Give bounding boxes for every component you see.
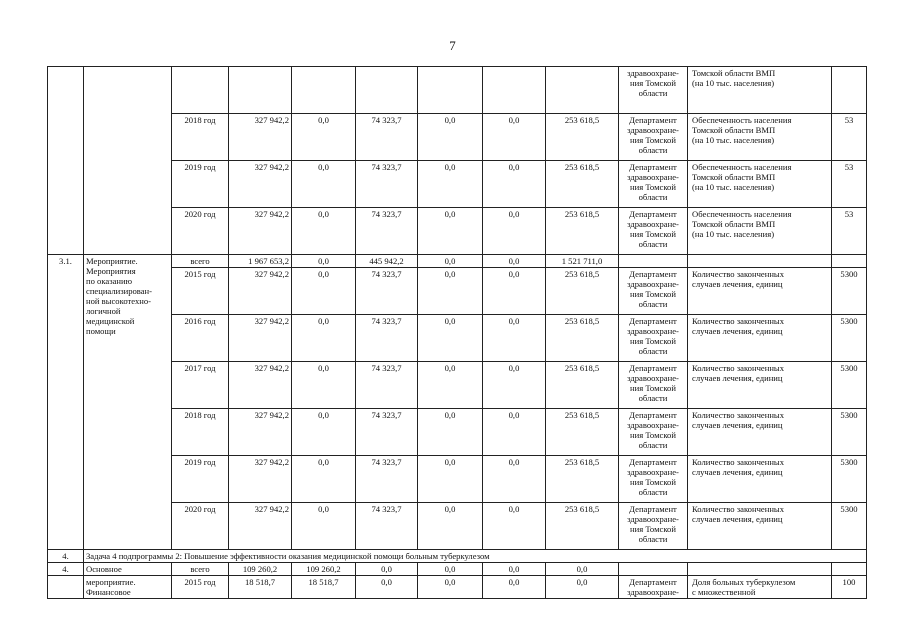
regional-cell: 74 323,7 <box>356 268 418 315</box>
table-row <box>48 255 867 268</box>
extra-budget-cell <box>546 67 619 114</box>
extra-budget-cell: 253 618,5 <box>546 456 619 503</box>
year-cell: 2019 год <box>172 161 229 208</box>
year-cell: 2016 год <box>172 315 229 362</box>
department-cell: Департамент здравоохране- ния Томской области <box>619 208 688 255</box>
department-cell: Департамент здравоохране- ния Томской области <box>619 503 688 550</box>
department-cell: Департамент здравоохране- ния Томской области <box>619 362 688 409</box>
tf-oms-cell: 0,0 <box>483 503 546 550</box>
table-row <box>48 67 867 114</box>
tf-oms-cell: 0,0 <box>483 576 546 599</box>
department-cell <box>619 255 688 268</box>
indicator-value-cell: 53 <box>832 208 867 255</box>
page-number: 7 <box>449 38 456 53</box>
federal-cell: 0,0 <box>292 456 356 503</box>
department-cell: Департамент здравоохране- ния Томской области <box>619 456 688 503</box>
extra-budget-cell: 253 618,5 <box>546 114 619 161</box>
federal-cell: 0,0 <box>292 268 356 315</box>
tf-oms-cell: 0,0 <box>483 315 546 362</box>
program-table <box>47 66 867 599</box>
task-number-cell: 4. <box>48 550 84 563</box>
federal-cell: 0,0 <box>292 315 356 362</box>
year-cell: 2020 год <box>172 208 229 255</box>
local-cell: 0,0 <box>418 563 483 576</box>
indicator-value-cell <box>832 67 867 114</box>
indicator-cell: Доля больных туберкулезом с множественной <box>688 576 832 599</box>
row-name-cell: мероприятие. Финансовое <box>84 576 172 599</box>
total-cell: 327 942,2 <box>229 503 292 550</box>
indicator-cell: Обеспеченность населения Томской области ВМП (на 10 тыс. населения) <box>688 208 832 255</box>
federal-cell: 0,0 <box>292 114 356 161</box>
indicator-cell <box>688 563 832 576</box>
extra-budget-cell: 253 618,5 <box>546 161 619 208</box>
indicator-value-cell: 53 <box>832 161 867 208</box>
indicator-cell: Количество законченных случаев лечения, единиц <box>688 268 832 315</box>
row-name-cell <box>84 67 172 255</box>
local-cell: 0,0 <box>418 208 483 255</box>
federal-cell: 0,0 <box>292 208 356 255</box>
indicator-value-cell: 5300 <box>832 315 867 362</box>
indicator-value-cell <box>832 255 867 268</box>
year-cell: 2015 год <box>172 576 229 599</box>
tf-oms-cell: 0,0 <box>483 114 546 161</box>
tf-oms-cell <box>483 67 546 114</box>
total-cell: 327 942,2 <box>229 114 292 161</box>
local-cell: 0,0 <box>418 268 483 315</box>
indicator-value-cell: 5300 <box>832 409 867 456</box>
indicator-cell: Обеспеченность населения Томской области ВМП (на 10 тыс. населения) <box>688 161 832 208</box>
regional-cell: 74 323,7 <box>356 161 418 208</box>
year-cell: 2018 год <box>172 409 229 456</box>
total-cell: 327 942,2 <box>229 208 292 255</box>
year-cell: 2015 год <box>172 268 229 315</box>
tf-oms-cell: 0,0 <box>483 563 546 576</box>
extra-budget-cell: 0,0 <box>546 576 619 599</box>
regional-cell: 445 942,2 <box>356 255 418 268</box>
department-cell: Департамент здравоохране- ния Томской области <box>619 161 688 208</box>
local-cell <box>418 67 483 114</box>
federal-cell: 0,0 <box>292 161 356 208</box>
indicator-cell <box>688 255 832 268</box>
total-cell: 18 518,7 <box>229 576 292 599</box>
regional-cell: 74 323,7 <box>356 315 418 362</box>
regional-cell: 74 323,7 <box>356 503 418 550</box>
extra-budget-cell: 253 618,5 <box>546 208 619 255</box>
local-cell: 0,0 <box>418 503 483 550</box>
regional-cell: 0,0 <box>356 563 418 576</box>
extra-budget-cell: 253 618,5 <box>546 362 619 409</box>
regional-cell <box>356 67 418 114</box>
federal-cell: 18 518,7 <box>292 576 356 599</box>
local-cell: 0,0 <box>418 576 483 599</box>
regional-cell: 74 323,7 <box>356 409 418 456</box>
indicator-value-cell: 5300 <box>832 362 867 409</box>
indicator-cell: Обеспеченность населения Томской области ВМП (на 10 тыс. населения) <box>688 114 832 161</box>
year-cell: 2019 год <box>172 456 229 503</box>
indicator-cell: Количество законченных случаев лечения, единиц <box>688 503 832 550</box>
indicator-cell: Количество законченных случаев лечения, единиц <box>688 456 832 503</box>
regional-cell: 74 323,7 <box>356 362 418 409</box>
extra-budget-cell: 253 618,5 <box>546 503 619 550</box>
indicator-cell: Томской области ВМП (на 10 тыс. населения) <box>688 67 832 114</box>
table-row <box>48 563 867 576</box>
local-cell: 0,0 <box>418 409 483 456</box>
tf-oms-cell: 0,0 <box>483 161 546 208</box>
local-cell: 0,0 <box>418 362 483 409</box>
indicator-cell: Количество законченных случаев лечения, единиц <box>688 362 832 409</box>
tf-oms-cell: 0,0 <box>483 362 546 409</box>
tf-oms-cell: 0,0 <box>483 255 546 268</box>
total-cell: 327 942,2 <box>229 409 292 456</box>
regional-cell: 74 323,7 <box>356 114 418 161</box>
local-cell: 0,0 <box>418 161 483 208</box>
total-cell: 327 942,2 <box>229 315 292 362</box>
task-row <box>48 550 867 563</box>
year-cell: 2018 год <box>172 114 229 161</box>
row-number-cell: 4. <box>48 563 84 576</box>
department-cell: здравоохране- ния Томской области <box>619 67 688 114</box>
federal-cell: 0,0 <box>292 409 356 456</box>
local-cell: 0,0 <box>418 315 483 362</box>
row-name-cell: Мероприятие. Мероприятия по оказанию специализирован- ной высокотехно- логичной медицинской помощи <box>84 255 172 550</box>
federal-cell: 0,0 <box>292 255 356 268</box>
federal-cell: 109 260,2 <box>292 563 356 576</box>
federal-cell: 0,0 <box>292 503 356 550</box>
federal-cell: 0,0 <box>292 362 356 409</box>
task-title-cell: Задача 4 подпрограммы 2: Повышение эффективности оказания медицинской помощи больным туберкулезом <box>84 550 867 563</box>
department-cell: Департамент здравоохране- ния Томской области <box>619 114 688 161</box>
extra-budget-cell: 253 618,5 <box>546 409 619 456</box>
table-row <box>48 576 867 599</box>
department-cell: Департамент здравоохране- <box>619 576 688 599</box>
year-cell <box>172 67 229 114</box>
extra-budget-cell: 253 618,5 <box>546 268 619 315</box>
regional-cell: 74 323,7 <box>356 456 418 503</box>
year-cell: 2017 год <box>172 362 229 409</box>
department-cell: Департамент здравоохране- ния Томской области <box>619 409 688 456</box>
local-cell: 0,0 <box>418 255 483 268</box>
extra-budget-cell: 0,0 <box>546 563 619 576</box>
federal-cell <box>292 67 356 114</box>
regional-cell: 74 323,7 <box>356 208 418 255</box>
indicator-value-cell: 5300 <box>832 503 867 550</box>
total-cell: 327 942,2 <box>229 456 292 503</box>
department-cell: Департамент здравоохране- ния Томской области <box>619 268 688 315</box>
total-cell: 327 942,2 <box>229 268 292 315</box>
total-cell: 327 942,2 <box>229 161 292 208</box>
regional-cell: 0,0 <box>356 576 418 599</box>
row-number-cell <box>48 67 84 255</box>
local-cell: 0,0 <box>418 114 483 161</box>
tf-oms-cell: 0,0 <box>483 208 546 255</box>
year-cell: всего <box>172 563 229 576</box>
tf-oms-cell: 0,0 <box>483 268 546 315</box>
year-cell: 2020 год <box>172 503 229 550</box>
year-cell: всего <box>172 255 229 268</box>
department-cell <box>619 563 688 576</box>
tf-oms-cell: 0,0 <box>483 409 546 456</box>
indicator-value-cell <box>832 563 867 576</box>
tf-oms-cell: 0,0 <box>483 456 546 503</box>
row-number-cell <box>48 576 84 599</box>
indicator-cell: Количество законченных случаев лечения, единиц <box>688 409 832 456</box>
total-cell <box>229 67 292 114</box>
total-cell: 1 967 653,2 <box>229 255 292 268</box>
extra-budget-cell: 253 618,5 <box>546 315 619 362</box>
local-cell: 0,0 <box>418 456 483 503</box>
indicator-cell: Количество законченных случаев лечения, единиц <box>688 315 832 362</box>
total-cell: 109 260,2 <box>229 563 292 576</box>
total-cell: 327 942,2 <box>229 362 292 409</box>
indicator-value-cell: 5300 <box>832 268 867 315</box>
indicator-value-cell: 53 <box>832 114 867 161</box>
row-name-cell: Основное <box>84 563 172 576</box>
row-number-cell: 3.1. <box>48 255 84 550</box>
indicator-value-cell: 5300 <box>832 456 867 503</box>
department-cell: Департамент здравоохране- ния Томской области <box>619 315 688 362</box>
indicator-value-cell: 100 <box>832 576 867 599</box>
extra-budget-cell: 1 521 711,0 <box>546 255 619 268</box>
